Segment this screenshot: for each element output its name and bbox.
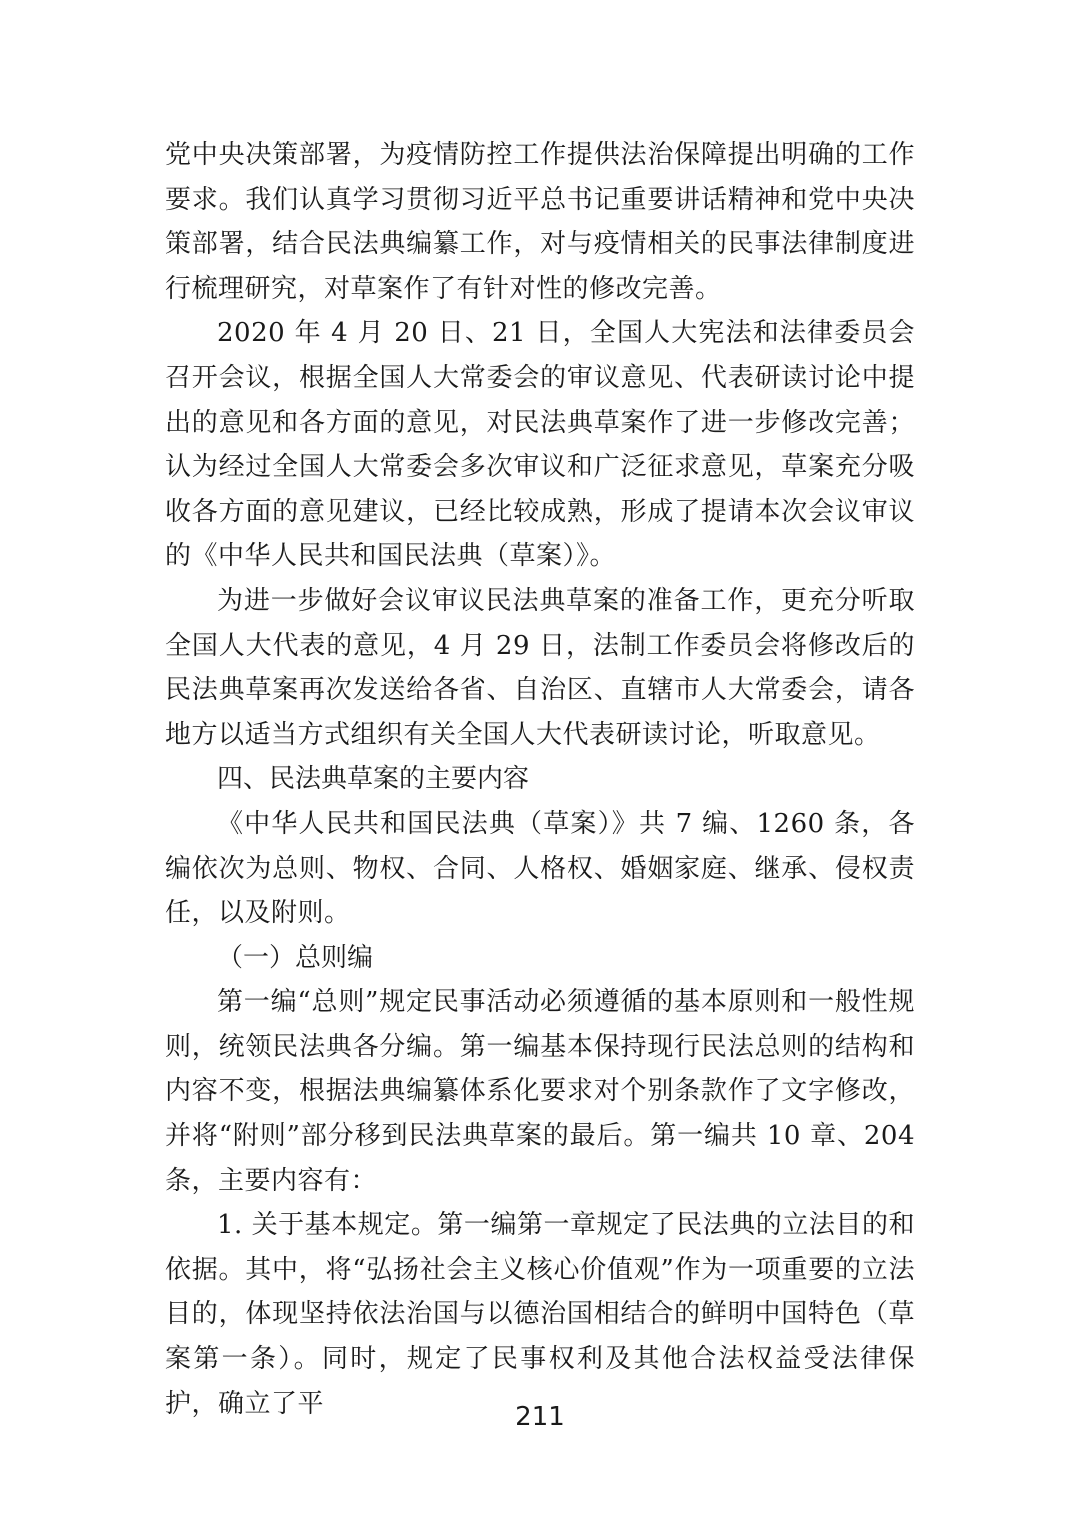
subsection-heading: （一）总则编	[217, 942, 374, 973]
paragraph-basic-provisions: 1. 关于基本规定。第一编第一章规定了民法典的立法目的和依据。其中，将“弘扬社会主义核心价值观”作为一项重要的立法目的，体现坚持依法治国与以德治国相结合的鲜明中国特色（草案第一条）。同时，规定了民事权利及其他合法权益受法律保护，确立了平	[165, 1210, 915, 1419]
section-heading: 四、民法典草案的主要内容	[217, 764, 530, 795]
paragraph-preparation: 为进一步做好会议审议民法典草案的准备工作，更充分听取全国人大代表的意见，4 月 29 日，法制工作委员会将修改后的民法典草案再次发送给各省、自治区、直辖市人大常委会，请各地方以适当方式组织有关全国人大代表研读讨论，听取意见。	[165, 585, 915, 750]
page-number: 211	[515, 1402, 565, 1432]
paragraph-continued: 党中央决策部署，为疫情防控工作提供法治保障提出明确的工作要求。我们认真学习贯彻习近平总书记重要讲话精神和党中央决策部署，结合民法典编纂工作，对与疫情相关的民事法律制度进行梳理研究，对草案作了有针对性的修改完善。	[165, 140, 915, 304]
paragraph-meeting-date: 2020 年 4 月 20 日、21 日，全国人大宪法和法律委员会召开会议，根据全国人大常委会的审议意见、代表研读讨论中提出的意见和各方面的意见，对民法典草案作了进一步修改完善；认为经过全国人大常委会多次审议和广泛征求意见，草案充分吸收各方面的意见建议，已经比较成熟，形成了提请本次会议审议的《中华人民共和国民法典（草案）》。	[165, 318, 915, 572]
paragraph-general-provisions: 第一编“总则”规定民事活动必须遵循的基本原则和一般性规则，统领民法典各分编。第一编基本保持现行民法总则的结构和内容不变，根据法典编纂体系化要求对个别条款作了文字修改，并将“附则”部分移到民法典草案的最后。第一编共 10 章、204 条，主要内容有：	[165, 987, 915, 1196]
paragraph-overview: 《中华人民共和国民法典（草案）》共 7 编、1260 条，各编依次为总则、物权、合同、人格权、婚姻家庭、继承、侵权责任，以及附则。	[165, 808, 915, 929]
document-body	[165, 133, 915, 1426]
